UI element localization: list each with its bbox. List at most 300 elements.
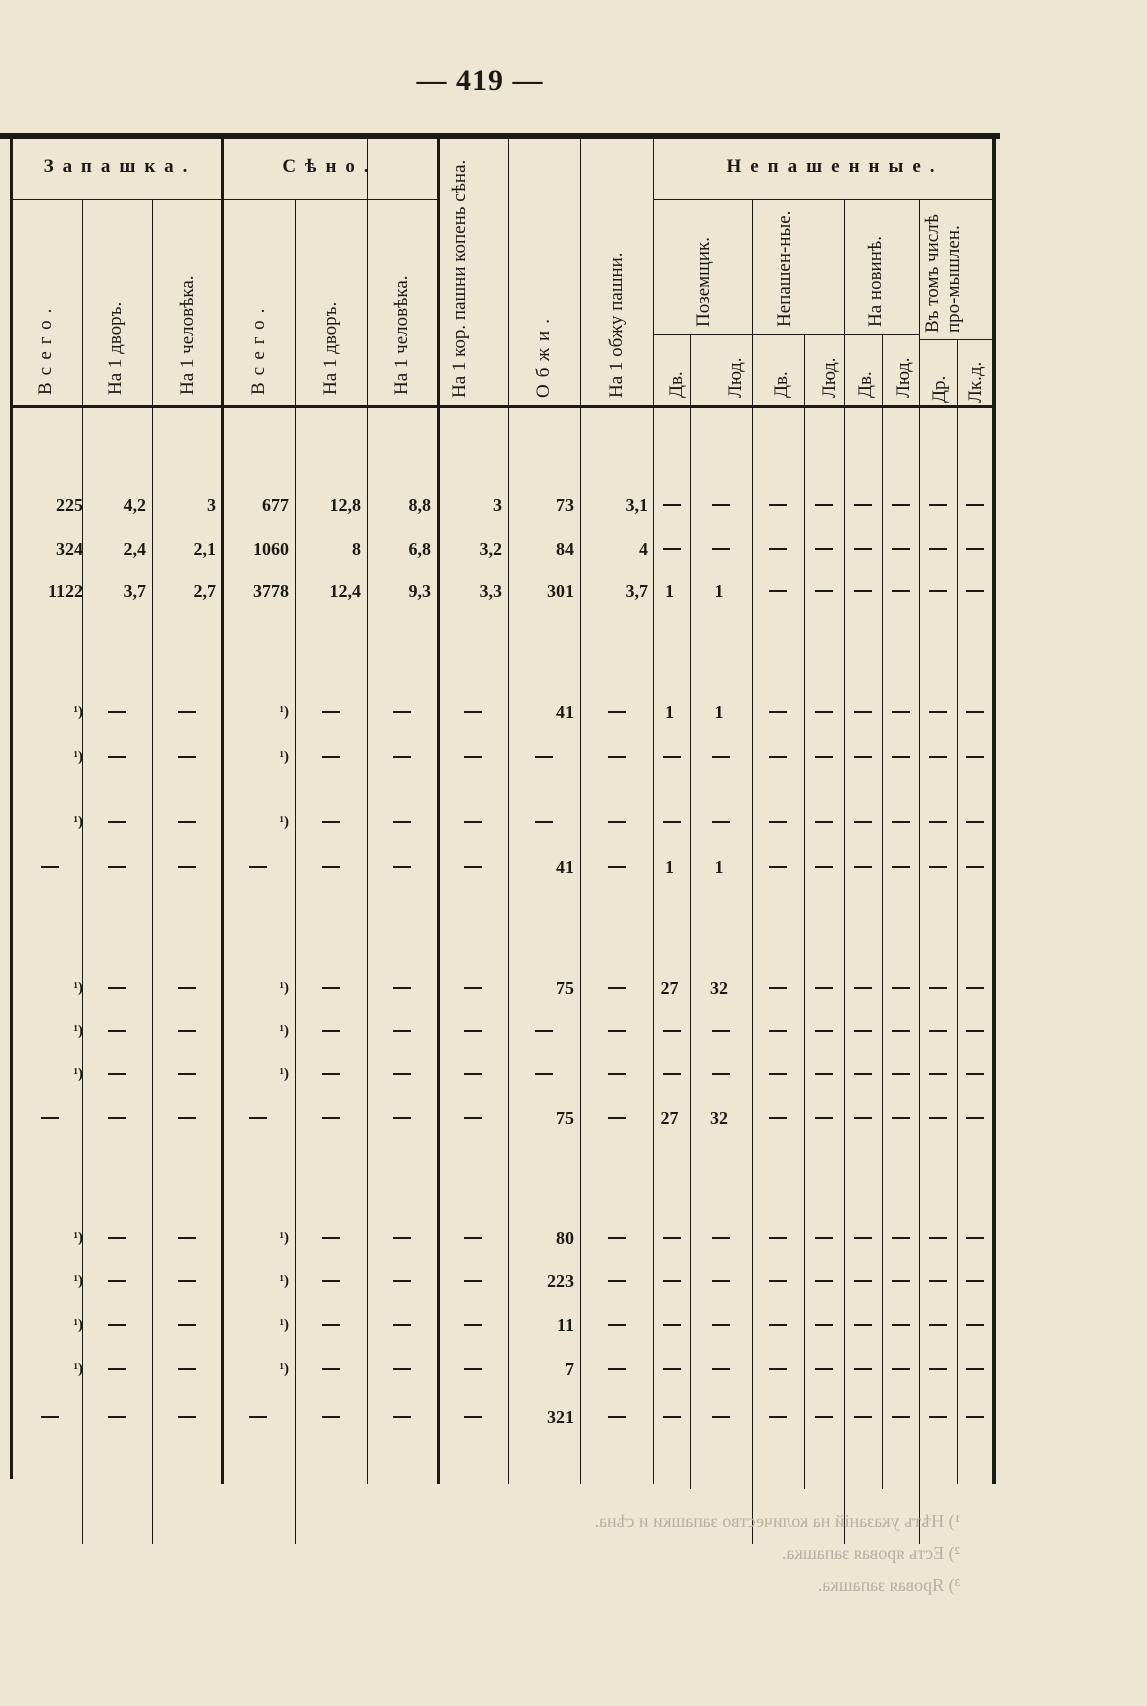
- table-cell: [84, 1223, 146, 1253]
- table-cell: 301: [547, 581, 574, 601]
- table-cell: [884, 576, 913, 606]
- table-cell: 80: [556, 1228, 574, 1248]
- bleed-through-footnotes: [340, 1505, 960, 1601]
- table-cell: [12, 807, 83, 837]
- dash-mark: [929, 756, 947, 758]
- table-cell: [582, 697, 648, 727]
- table-cell: 41: [556, 702, 574, 722]
- table-cell: [223, 697, 289, 727]
- table-cell: [692, 1059, 746, 1089]
- table-cell: [297, 1266, 361, 1296]
- dash-mark: [929, 866, 947, 868]
- footnote-marker: ¹): [73, 1273, 83, 1289]
- dash-mark: [608, 1324, 626, 1326]
- dash-mark: [178, 1324, 196, 1326]
- dash-mark: [966, 756, 984, 758]
- dash-mark: [854, 987, 872, 989]
- table-cell: [884, 697, 913, 727]
- dash-mark: [929, 711, 947, 713]
- table-cell: [439, 697, 502, 727]
- col-nepash-lud: Люд.: [819, 357, 840, 398]
- dash-mark: [854, 1030, 872, 1032]
- table-cell: [884, 490, 913, 520]
- footnote-marker: ¹): [279, 1066, 289, 1082]
- table-row: [0, 1059, 1000, 1089]
- table-cell: 6,8: [408, 539, 431, 559]
- dash-mark: [712, 1280, 730, 1282]
- dash-mark: [41, 1117, 59, 1119]
- table-cell: [846, 576, 876, 606]
- table-cell: 1: [665, 702, 674, 722]
- table-cell: [439, 1310, 502, 1340]
- footnote-marker: ¹): [73, 814, 83, 830]
- table-cell: [884, 973, 913, 1003]
- table-cell: [754, 742, 798, 772]
- table-cell: [846, 1103, 876, 1133]
- dash-mark: [892, 1073, 910, 1075]
- table-cell: 27: [660, 978, 679, 998]
- dash-mark: [892, 987, 910, 989]
- table-cell: [369, 1016, 431, 1046]
- table-cell: 8: [352, 539, 361, 559]
- table-cell: [84, 973, 146, 1003]
- bleed-line: ¹) Нѣтъ указаній на количество запашки и сѣна.: [594, 1511, 960, 1531]
- dash-mark: [854, 821, 872, 823]
- table-cell: [369, 1059, 431, 1089]
- dash-mark: [966, 590, 984, 592]
- table-cell: [884, 1016, 913, 1046]
- col-lkd: Лк.д.: [965, 361, 986, 403]
- table-cell: [154, 1354, 216, 1384]
- table-cell: [154, 973, 216, 1003]
- table-row: [0, 742, 1000, 772]
- dash-mark: [464, 1117, 482, 1119]
- table-cell: [84, 1402, 146, 1432]
- table-cell: [754, 576, 798, 606]
- dash-mark: [663, 756, 681, 758]
- table-cell: [439, 1059, 502, 1089]
- dash-mark: [966, 1030, 984, 1032]
- table-cell: 3,1: [625, 495, 648, 515]
- col-dr: Др.: [929, 375, 950, 403]
- dash-mark: [929, 548, 947, 550]
- table-cell: [510, 742, 574, 772]
- footnote-marker: ¹): [73, 1361, 83, 1377]
- footnote-marker: ¹): [279, 1273, 289, 1289]
- dash-mark: [769, 987, 787, 989]
- table-cell: [846, 1059, 876, 1089]
- table-cell: [655, 1266, 684, 1296]
- table-cell: [439, 1354, 502, 1384]
- table-cell: [921, 697, 951, 727]
- table-cell: [297, 697, 361, 727]
- table-cell: 73: [556, 495, 574, 515]
- table-cell: [846, 534, 876, 564]
- footnote-marker: ¹): [279, 1361, 289, 1377]
- dash-mark: [892, 1324, 910, 1326]
- dash-mark: [249, 1416, 267, 1418]
- table-cell: [846, 852, 876, 882]
- table-cell: [959, 973, 987, 1003]
- dash-mark: [608, 1368, 626, 1370]
- dash-mark: [393, 866, 411, 868]
- table-cell: [921, 1103, 951, 1133]
- table-cell: [846, 1310, 876, 1340]
- dash-mark: [535, 821, 553, 823]
- dash-mark: [769, 504, 787, 506]
- footnote-marker: ¹): [73, 980, 83, 996]
- table-cell: [846, 490, 876, 520]
- dash-mark: [393, 1117, 411, 1119]
- dash-mark: [712, 1324, 730, 1326]
- table-row: [0, 534, 1000, 564]
- footnote-marker: ¹): [73, 1066, 83, 1082]
- dash-mark: [966, 987, 984, 989]
- table-cell: [921, 852, 951, 882]
- table-cell: [12, 1059, 83, 1089]
- table-cell: [806, 1223, 838, 1253]
- table-cell: [439, 1402, 502, 1432]
- dash-mark: [815, 504, 833, 506]
- dash-mark: [322, 1117, 340, 1119]
- dash-mark: [178, 1416, 196, 1418]
- dash-mark: [769, 1073, 787, 1075]
- dash-mark: [663, 1073, 681, 1075]
- dash-mark: [108, 1030, 126, 1032]
- table-cell: [884, 1310, 913, 1340]
- dash-mark: [769, 1280, 787, 1282]
- table-cell: [959, 1402, 987, 1432]
- table-cell: [754, 1016, 798, 1046]
- dash-mark: [712, 1030, 730, 1032]
- dash-mark: [464, 1416, 482, 1418]
- table-cell: [884, 1059, 913, 1089]
- table-row: [0, 1103, 1000, 1133]
- table-cell: [959, 1059, 987, 1089]
- dash-mark: [769, 590, 787, 592]
- header-bottom-rule: [12, 405, 993, 408]
- table-cell: [369, 807, 431, 837]
- table-cell: [582, 1223, 648, 1253]
- table-cell: [959, 807, 987, 837]
- table-cell: [154, 807, 216, 837]
- table-cell: [582, 1354, 648, 1384]
- table-cell: [582, 1266, 648, 1296]
- table-cell: [921, 807, 951, 837]
- dash-mark: [769, 1368, 787, 1370]
- table-cell: 32: [710, 1108, 728, 1128]
- table-cell: [84, 1016, 146, 1046]
- dash-mark: [322, 1237, 340, 1239]
- table-row: [0, 490, 1000, 520]
- table-row: [0, 973, 1000, 1003]
- table-cell: 1: [714, 857, 724, 877]
- footnote-marker: ¹): [279, 1023, 289, 1039]
- group-zapashka: Запашка.: [43, 156, 197, 177]
- bleed-line: ²) Есть яровая запашка.: [781, 1543, 960, 1563]
- dash-mark: [608, 1280, 626, 1282]
- dash-mark: [929, 590, 947, 592]
- table-cell: [692, 490, 746, 520]
- dash-mark: [769, 1117, 787, 1119]
- table-cell: [806, 534, 838, 564]
- table-row: [0, 1266, 1000, 1296]
- table-cell: [223, 1402, 289, 1432]
- subheader-line: [919, 339, 993, 340]
- table-cell: [884, 1103, 913, 1133]
- footnote-marker: ¹): [279, 1230, 289, 1246]
- table-cell: [959, 1016, 987, 1046]
- dash-mark: [108, 1324, 126, 1326]
- dash-mark: [663, 1280, 681, 1282]
- dash-mark: [178, 711, 196, 713]
- dash-mark: [966, 1237, 984, 1239]
- table-cell: [84, 742, 146, 772]
- dash-mark: [966, 548, 984, 550]
- dash-mark: [663, 1416, 681, 1418]
- table-cell: [439, 742, 502, 772]
- table-cell: [806, 807, 838, 837]
- table-cell: [12, 852, 83, 882]
- table-cell: [84, 1266, 146, 1296]
- table-cell: [223, 1016, 289, 1046]
- col-vtom: Въ томъ числѣ про-мышлен.: [922, 214, 964, 333]
- table-cell: [12, 973, 83, 1003]
- table-cell: [84, 697, 146, 727]
- dash-mark: [929, 1324, 947, 1326]
- dash-mark: [178, 1117, 196, 1119]
- dash-mark: [608, 1117, 626, 1119]
- table-cell: [884, 807, 913, 837]
- table-cell: [582, 742, 648, 772]
- dash-mark: [966, 1117, 984, 1119]
- col-zap-chel: На 1 человѣка.: [177, 275, 198, 395]
- footnote-marker: ¹): [73, 1023, 83, 1039]
- table-cell: [846, 1266, 876, 1296]
- table-cell: [806, 1310, 838, 1340]
- table-cell: [439, 852, 502, 882]
- table-cell: [806, 852, 838, 882]
- table-cell: [582, 1310, 648, 1340]
- dash-mark: [892, 756, 910, 758]
- dash-mark: [41, 866, 59, 868]
- group-underline: [653, 199, 993, 200]
- dash-mark: [966, 504, 984, 506]
- dash-mark: [712, 1237, 730, 1239]
- table-cell: [921, 1354, 951, 1384]
- col-novin: На новинѣ.: [865, 236, 886, 327]
- table-cell: 1060: [253, 539, 289, 559]
- dash-mark: [178, 1073, 196, 1075]
- table-cell: [369, 1402, 431, 1432]
- dash-mark: [892, 590, 910, 592]
- table-cell: [959, 534, 987, 564]
- col-nepash: Непашен-ные.: [774, 210, 795, 327]
- dash-mark: [929, 1280, 947, 1282]
- table-cell: 32: [710, 978, 728, 998]
- table-cell: [154, 852, 216, 882]
- dash-mark: [815, 1030, 833, 1032]
- dash-mark: [322, 711, 340, 713]
- col-pozem-dv: Дв.: [666, 371, 687, 398]
- dash-mark: [464, 1073, 482, 1075]
- table-cell: [959, 1266, 987, 1296]
- table-cell: [806, 742, 838, 772]
- col-sen-chel: На 1 человѣка.: [391, 275, 412, 395]
- table-cell: [655, 1016, 684, 1046]
- dash-mark: [854, 1416, 872, 1418]
- table-cell: [369, 697, 431, 727]
- dash-mark: [854, 1368, 872, 1370]
- table-cell: 1: [714, 702, 724, 722]
- table-cell: 12,8: [329, 495, 361, 515]
- table-cell: [806, 1402, 838, 1432]
- dash-mark: [393, 1416, 411, 1418]
- table-row: [0, 852, 1000, 882]
- table-cell: 3,2: [479, 539, 502, 559]
- table-top-rule: [0, 133, 1000, 139]
- table-cell: [921, 576, 951, 606]
- table-cell: [12, 1016, 83, 1046]
- table-cell: 1: [714, 581, 724, 601]
- dash-mark: [712, 756, 730, 758]
- dash-mark: [854, 1117, 872, 1119]
- table-cell: [921, 1266, 951, 1296]
- dash-mark: [966, 866, 984, 868]
- table-cell: [692, 1310, 746, 1340]
- table-cell: [582, 852, 648, 882]
- table-cell: [806, 1354, 838, 1384]
- dash-mark: [322, 866, 340, 868]
- dash-mark: [769, 821, 787, 823]
- dash-mark: [929, 1237, 947, 1239]
- table-cell: [959, 1103, 987, 1133]
- col-sen-dvor: На 1 дворъ.: [320, 301, 341, 395]
- dash-mark: [464, 1368, 482, 1370]
- table-cell: 2,7: [193, 581, 216, 601]
- table-cell: [655, 742, 684, 772]
- table-row: [0, 1402, 1000, 1432]
- dash-mark: [892, 711, 910, 713]
- table-cell: [754, 1059, 798, 1089]
- table-cell: 3: [207, 495, 216, 515]
- dash-mark: [966, 711, 984, 713]
- dash-mark: [393, 1237, 411, 1239]
- dash-mark: [892, 1237, 910, 1239]
- table-cell: [959, 576, 987, 606]
- col-sen-vsego: Всего.: [248, 301, 269, 395]
- dash-mark: [815, 1237, 833, 1239]
- table-cell: [297, 1223, 361, 1253]
- dash-mark: [663, 1324, 681, 1326]
- table-cell: [223, 1354, 289, 1384]
- dash-mark: [966, 1280, 984, 1282]
- table-cell: [439, 1016, 502, 1046]
- table-cell: [692, 1354, 746, 1384]
- col-novin-lud: Люд.: [893, 357, 914, 398]
- dash-mark: [892, 866, 910, 868]
- dash-mark: [663, 1368, 681, 1370]
- table-cell: [439, 807, 502, 837]
- table-cell: 321: [547, 1407, 574, 1427]
- table-cell: [655, 1310, 684, 1340]
- dash-mark: [535, 1030, 553, 1032]
- table-cell: [692, 1402, 746, 1432]
- dash-mark: [892, 548, 910, 550]
- dash-mark: [769, 1030, 787, 1032]
- dash-mark: [663, 1030, 681, 1032]
- table-cell: [655, 490, 684, 520]
- dash-mark: [393, 987, 411, 989]
- table-cell: [12, 1103, 83, 1133]
- table-cell: [297, 1310, 361, 1340]
- table-cell: [884, 534, 913, 564]
- table-cell: [655, 1402, 684, 1432]
- table-cell: 3: [493, 495, 502, 515]
- table-cell: [369, 1354, 431, 1384]
- table-cell: [510, 1059, 574, 1089]
- dash-mark: [854, 1237, 872, 1239]
- table-cell: [921, 1310, 951, 1340]
- footnote-marker: ¹): [73, 1317, 83, 1333]
- table-cell: [223, 742, 289, 772]
- dash-mark: [815, 711, 833, 713]
- table-cell: [806, 490, 838, 520]
- dash-mark: [712, 1368, 730, 1370]
- dash-mark: [608, 711, 626, 713]
- dash-mark: [929, 1073, 947, 1075]
- table-cell: [959, 742, 987, 772]
- dash-mark: [815, 1324, 833, 1326]
- table-cell: [884, 852, 913, 882]
- dash-mark: [966, 1368, 984, 1370]
- table-cell: [921, 534, 951, 564]
- table-cell: [754, 852, 798, 882]
- col-pozem-lud: Люд.: [725, 357, 746, 398]
- dash-mark: [393, 1368, 411, 1370]
- table-cell: 1122: [47, 581, 83, 601]
- dash-mark: [464, 1237, 482, 1239]
- dash-mark: [322, 1368, 340, 1370]
- table-cell: [12, 1354, 83, 1384]
- table-cell: [846, 1402, 876, 1432]
- table-cell: 75: [556, 1108, 574, 1128]
- dash-mark: [108, 1073, 126, 1075]
- col-na-obzhu: На 1 обжу пашни.: [606, 252, 627, 398]
- dash-mark: [712, 1073, 730, 1075]
- dash-mark: [892, 821, 910, 823]
- footnote-marker: ¹): [279, 704, 289, 720]
- dash-mark: [178, 756, 196, 758]
- table-cell: 2,1: [193, 539, 216, 559]
- dash-mark: [966, 1073, 984, 1075]
- table-cell: [921, 490, 951, 520]
- dash-mark: [322, 1030, 340, 1032]
- table-cell: [692, 1016, 746, 1046]
- dash-mark: [249, 1117, 267, 1119]
- dash-mark: [535, 1073, 553, 1075]
- dash-mark: [608, 756, 626, 758]
- dash-mark: [929, 504, 947, 506]
- table-cell: [223, 1223, 289, 1253]
- dash-mark: [854, 711, 872, 713]
- table-cell: [846, 742, 876, 772]
- table-row: [0, 576, 1000, 606]
- dash-mark: [815, 1368, 833, 1370]
- dash-mark: [464, 711, 482, 713]
- dash-mark: [815, 1117, 833, 1119]
- dash-mark: [769, 548, 787, 550]
